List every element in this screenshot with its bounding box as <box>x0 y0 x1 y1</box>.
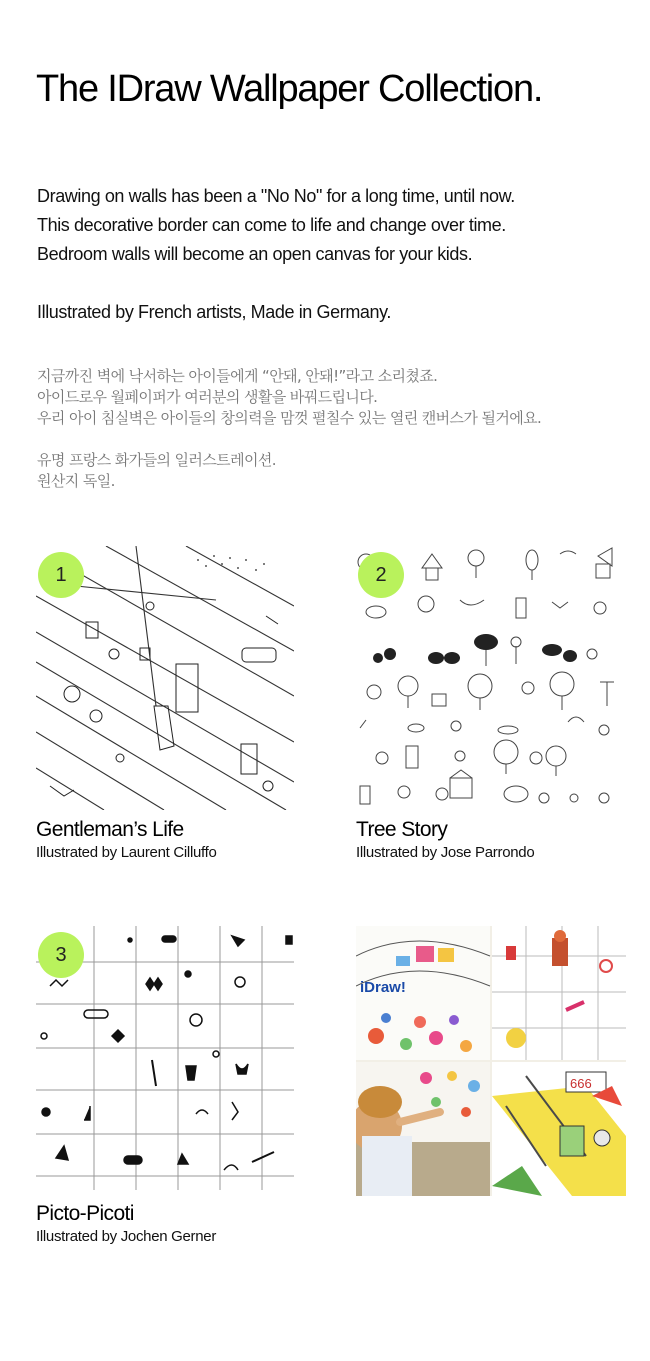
sign-number-text: 666 <box>570 1076 592 1091</box>
collection-artist: Illustrated by Laurent Cilluffo <box>36 844 217 861</box>
collection-card-tree-story[interactable] <box>356 546 614 866</box>
intro-ko-line: 원산지 독일. <box>37 472 115 490</box>
page-title: The IDraw Wallpaper Collection. <box>36 68 543 110</box>
collection-number-badge: 2 <box>358 552 404 598</box>
collection-artist: Illustrated by Jose Parrondo <box>356 844 535 861</box>
intro-ko-line: 우리 아이 침실벽은 아이들의 창의력을 맘껏 펼칠수 있는 열린 캔버스가 될거에요. <box>37 409 542 427</box>
idraw-logo-text: iDraw! <box>360 979 406 996</box>
collection-name: Tree Story <box>356 818 448 841</box>
intro-line: This decorative border can come to life and change over time. <box>37 215 506 235</box>
collection-name: Gentleman’s Life <box>36 818 184 841</box>
collection-card-gentlemans-life[interactable] <box>36 546 294 866</box>
intro-ko-line: 지금까진 벽에 낙서하는 아이들에게 “안돼, 안돼!”라고 소리쳤죠. <box>37 367 438 385</box>
wallpaper-in-room-photo <box>356 926 626 1196</box>
collection-card-picto-picoti[interactable] <box>36 926 294 1246</box>
intro-english <box>37 182 515 327</box>
intro-line: Drawing on walls has been a "No No" for a long time, until now. <box>37 186 515 206</box>
collection-artist: Illustrated by Jochen Gerner <box>36 1228 217 1245</box>
intro-origin-line: Illustrated by French artists, Made in Germany. <box>37 302 392 322</box>
collection-name: Picto-Picoti <box>36 1202 134 1225</box>
intro-line: Bedroom walls will become an open canvas for your kids. <box>37 244 473 264</box>
collection-number-badge: 1 <box>38 552 84 598</box>
intro-ko-line: 유명 프랑스 화가들의 일러스트레이션. <box>37 451 276 469</box>
intro-ko-line: 아이드로우 월페이퍼가 여러분의 생활을 바꿔드립니다. <box>37 388 378 406</box>
intro-korean <box>37 366 541 492</box>
room-photo-collage <box>356 926 626 1196</box>
collection-number-badge: 3 <box>38 932 84 978</box>
